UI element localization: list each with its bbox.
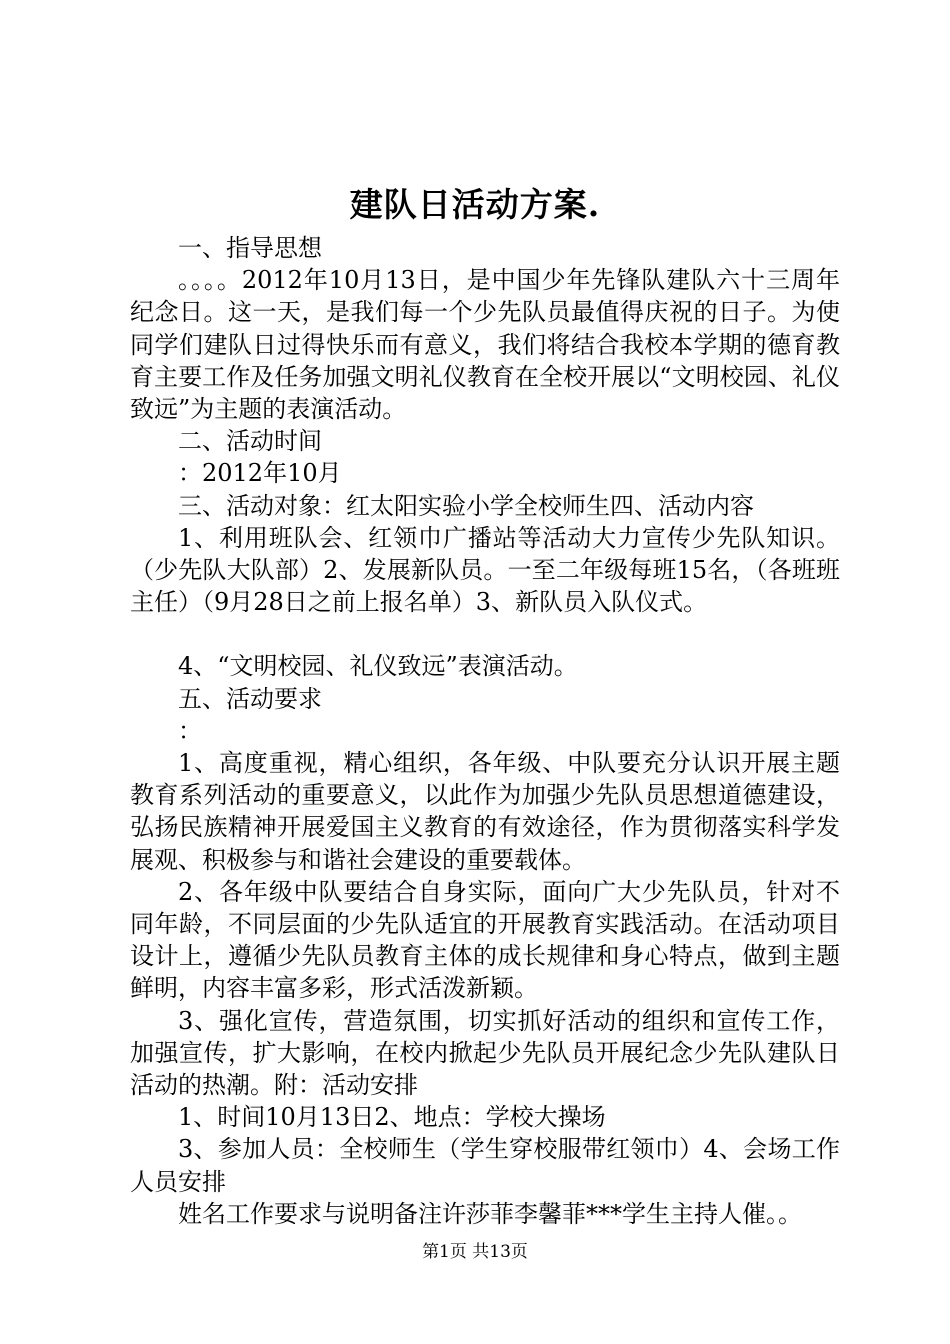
section-heading-activity-time: 二、活动时间 (178, 427, 322, 456)
paragraph-colon: ： (178, 716, 202, 745)
page-footer: 第1页 共13页 (422, 1242, 528, 1262)
paragraph-performance-activity: 4、“文明校园、礼仪致远”表演活动。 (178, 652, 578, 681)
paragraph-activity-date: ：2012年10月 (178, 459, 342, 488)
section-heading-activity-requirements: 五、活动要求 (178, 684, 322, 713)
section-heading-guiding-ideology: 一、指导思想 (178, 234, 322, 262)
document-body (130, 232, 840, 1230)
paragraph-background: 。。。。2012年10月13日，是中国少年先锋队建队六十三周年纪念日。这一天，是我们每一个少先队员最值得庆祝的日子。为使同学们建队日过得快乐而有意义，我们将结合我校本学期的德育教育主要工作及任务加强文明礼仪教育在全校开展以“文明校园、礼仪致远”为主题的表演活动。 (130, 266, 840, 424)
paragraph-requirement-2: 2、各年级中队要结合自身实际，面向广大少先队员，针对不同年龄，不同层面的少先队适宜的开展教育实践活动。在活动项目设计上，遵循少先队员教育主体的成长规律和身心特点，做到主题鲜明，内容丰富多彩，形式活泼新颖。 (130, 877, 840, 1003)
section-heading-activity-target: 三、活动对象：红太阳实验小学全校师生四、活动内容 (178, 491, 754, 520)
document-title: 建队日活动方案. (349, 185, 601, 224)
paragraph-activity-content-list: 1、利用班队会、红领巾广播站等活动大力宣传少先队知识。（少先队大队部）2、发展新队员。一至二年级每班15名，（各班班主任）（9月28日之前上报名单）3、新队员入队仪式。 (130, 523, 840, 617)
paragraph-schedule-participants: 3、参加人员：全校师生（学生穿校服带红领巾）4、会场工作人员安排 (130, 1135, 840, 1196)
paragraph-staff-table-text: 姓名工作要求与说明备注许莎菲李馨菲***学生主持人催。。 (178, 1199, 802, 1228)
paragraph-schedule-time-place: 1、时间10月13日2、地点：学校大操场 (178, 1103, 606, 1132)
paragraph-requirement-1: 1、高度重视，精心组织，各年级、中队要充分认识开展主题教育系列活动的重要意义，以此作为加强少先队员思想道德建设，弘扬民族精神开展爱国主义教育的有效途径，作为贯彻落实科学发展观、积极参与和谐社会建设的重要载体。 (130, 749, 840, 874)
paragraph-requirement-3: 3、强化宣传，营造氛围，切实抓好活动的组织和宣传工作，加强宣传，扩大影响，在校内掀起少先队员开展纪念少先队建队日活动的热潮。附：活动安排 (130, 1006, 840, 1100)
